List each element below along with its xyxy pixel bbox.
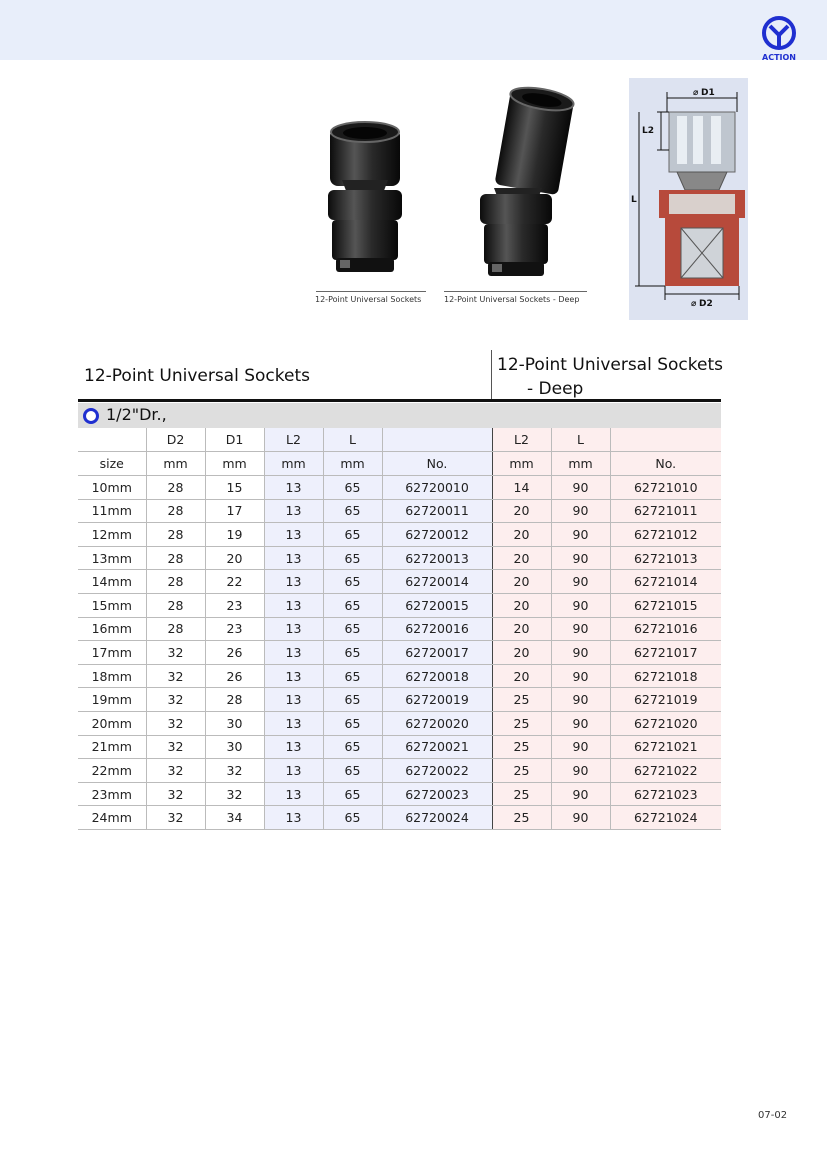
table-cell: 28 (146, 617, 205, 641)
table-row (78, 688, 721, 712)
table-cell: 16mm (78, 617, 146, 641)
table-cell: 20 (492, 546, 551, 570)
table-cell: 62720020 (382, 711, 492, 735)
svg-text:D1: D1 (701, 88, 715, 98)
table-cell: 62721024 (610, 806, 721, 830)
table-row (78, 499, 721, 523)
table-cell: 20 (492, 499, 551, 523)
table-row (78, 617, 721, 641)
table-cell: 62720014 (382, 570, 492, 594)
table-cell: 62720010 (382, 476, 492, 500)
table-cell: size (78, 452, 146, 476)
table-cell: 28 (146, 523, 205, 547)
table-cell: 65 (323, 546, 382, 570)
table-cell: 90 (551, 641, 610, 665)
table-cell: 62720024 (382, 806, 492, 830)
svg-text:ACTION: ACTION (762, 53, 796, 62)
table-cell: 28 (146, 476, 205, 500)
title-standard: 12-Point Universal Sockets (84, 366, 310, 386)
title-deep-line1: 12-Point Universal Sockets (497, 355, 723, 375)
table-row (78, 523, 721, 547)
table-row (78, 711, 721, 735)
table-cell: mm (146, 452, 205, 476)
table-cell: 32 (146, 711, 205, 735)
table-cell (610, 428, 721, 452)
table-cell: 13 (264, 711, 323, 735)
table-cell: mm (551, 452, 610, 476)
table-cell: 20 (492, 641, 551, 665)
table-cell: 11mm (78, 499, 146, 523)
table-cell: 13 (264, 593, 323, 617)
table-cell: 62720016 (382, 617, 492, 641)
title-deep-line2: - Deep (527, 379, 584, 399)
table-cell: 19mm (78, 688, 146, 712)
table-cell: 13 (264, 546, 323, 570)
table-cell: 13 (264, 664, 323, 688)
table-cell: 62721023 (610, 782, 721, 806)
table-cell: 90 (551, 476, 610, 500)
brand-logo (756, 14, 802, 62)
table-cell: mm (264, 452, 323, 476)
table-cell: No. (610, 452, 721, 476)
table-cell: 28 (146, 546, 205, 570)
table-cell: 65 (323, 782, 382, 806)
table-cell: 34 (205, 806, 264, 830)
table-cell: 62720012 (382, 523, 492, 547)
table-cell: 32 (146, 806, 205, 830)
table-cell: 25 (492, 782, 551, 806)
table-cell: 30 (205, 711, 264, 735)
table-cell: 13 (264, 499, 323, 523)
socket-deep-photo (472, 84, 576, 280)
svg-text:⌀: ⌀ (693, 88, 699, 98)
table-cell: L2 (492, 428, 551, 452)
table-cell: 21mm (78, 735, 146, 759)
table-cell: 13 (264, 782, 323, 806)
table-cell: 23 (205, 593, 264, 617)
table-cell: 90 (551, 499, 610, 523)
table-cell: 62720023 (382, 782, 492, 806)
table-cell: 32 (146, 641, 205, 665)
table-cell: 65 (323, 617, 382, 641)
table-cell: 90 (551, 523, 610, 547)
table-cell: mm (323, 452, 382, 476)
table-row (78, 782, 721, 806)
table-cell: 26 (205, 641, 264, 665)
table-cell: 65 (323, 688, 382, 712)
table-cell: 62721021 (610, 735, 721, 759)
table-cell: 13mm (78, 546, 146, 570)
bullet-icon (83, 408, 99, 424)
table-header-row (78, 452, 721, 476)
table-cell: 15mm (78, 593, 146, 617)
table-cell: 65 (323, 499, 382, 523)
table-cell: 22mm (78, 759, 146, 783)
table-cell (382, 428, 492, 452)
table-cell: 20 (205, 546, 264, 570)
table-cell: 65 (323, 711, 382, 735)
table-cell: mm (205, 452, 264, 476)
table-cell: 25 (492, 735, 551, 759)
table-cell: 32 (146, 782, 205, 806)
table-cell: 22 (205, 570, 264, 594)
table-cell: 20 (492, 523, 551, 547)
table-row (78, 735, 721, 759)
title-rule (78, 399, 721, 402)
table-cell: 13 (264, 617, 323, 641)
table-cell: D1 (205, 428, 264, 452)
table-cell: 62720011 (382, 499, 492, 523)
table-cell: 20 (492, 593, 551, 617)
caption-standard: 12-Point Universal Sockets (315, 295, 422, 304)
table-cell: 62721011 (610, 499, 721, 523)
spec-table (78, 428, 721, 830)
drive-size-band (78, 403, 721, 428)
dimension-diagram (629, 78, 748, 320)
socket-standard-photo (322, 120, 408, 280)
table-cell: D2 (146, 428, 205, 452)
table-cell: 65 (323, 570, 382, 594)
table-cell: 20 (492, 570, 551, 594)
table-cell: 62721012 (610, 523, 721, 547)
table-cell: 13 (264, 759, 323, 783)
table-cell: 65 (323, 664, 382, 688)
table-cell: 13 (264, 476, 323, 500)
table-cell: 62721019 (610, 688, 721, 712)
table-cell: 17 (205, 499, 264, 523)
table-cell: 62720013 (382, 546, 492, 570)
table-cell: L (551, 428, 610, 452)
table-cell: 25 (492, 806, 551, 830)
table-cell: 13 (264, 806, 323, 830)
table-cell: 65 (323, 593, 382, 617)
table-cell: 90 (551, 546, 610, 570)
table-cell: 90 (551, 735, 610, 759)
table-row (78, 641, 721, 665)
table-cell: 28 (205, 688, 264, 712)
table-cell: 17mm (78, 641, 146, 665)
table-cell: 90 (551, 688, 610, 712)
table-cell: 14mm (78, 570, 146, 594)
table-cell: 90 (551, 593, 610, 617)
table-cell: 62720015 (382, 593, 492, 617)
table-cell: 62720017 (382, 641, 492, 665)
table-cell: 90 (551, 711, 610, 735)
table-row (78, 593, 721, 617)
table-cell: 90 (551, 759, 610, 783)
table-cell: 13 (264, 688, 323, 712)
table-header-row (78, 428, 721, 452)
table-cell: 90 (551, 664, 610, 688)
table-cell: 65 (323, 476, 382, 500)
table-cell: 13 (264, 735, 323, 759)
table-cell: 62721013 (610, 546, 721, 570)
table-cell: 62720022 (382, 759, 492, 783)
table-cell: 25 (492, 688, 551, 712)
title-deep (497, 353, 723, 401)
table-cell: 65 (323, 735, 382, 759)
table-cell: 14 (492, 476, 551, 500)
table-cell: 13 (264, 523, 323, 547)
table-row (78, 476, 721, 500)
svg-text:L2: L2 (642, 126, 654, 136)
table-cell: 65 (323, 759, 382, 783)
table-cell: 28 (146, 570, 205, 594)
table-row (78, 806, 721, 830)
table-cell: 25 (492, 759, 551, 783)
table-cell: 62720021 (382, 735, 492, 759)
table-cell: 30 (205, 735, 264, 759)
table-row (78, 546, 721, 570)
table-cell: 28 (146, 499, 205, 523)
table-cell: 28 (146, 593, 205, 617)
svg-text:⌀: ⌀ (691, 299, 697, 309)
table-cell: 90 (551, 617, 610, 641)
table-cell: 32 (146, 735, 205, 759)
table-cell: L (323, 428, 382, 452)
svg-text:L: L (631, 195, 637, 205)
table-row (78, 664, 721, 688)
table-cell: 62721010 (610, 476, 721, 500)
table-cell: 25 (492, 711, 551, 735)
table-cell: 23 (205, 617, 264, 641)
table-cell: 32 (146, 664, 205, 688)
table-cell: 62721020 (610, 711, 721, 735)
table-cell: 62720018 (382, 664, 492, 688)
table-cell: 24mm (78, 806, 146, 830)
table-cell: 12mm (78, 523, 146, 547)
table-cell: 20 (492, 617, 551, 641)
table-cell: mm (492, 452, 551, 476)
table-row (78, 570, 721, 594)
table-cell: 90 (551, 806, 610, 830)
page-number: 07-02 (758, 1110, 788, 1121)
table-cell: 20 (492, 664, 551, 688)
header-band (0, 0, 827, 60)
table-cell: 32 (205, 759, 264, 783)
table-cell: 23mm (78, 782, 146, 806)
table-cell: 62721017 (610, 641, 721, 665)
table-cell: 65 (323, 806, 382, 830)
drive-size-label: 1/2"Dr., (106, 405, 167, 424)
table-cell: 10mm (78, 476, 146, 500)
svg-text:D2: D2 (699, 299, 713, 309)
title-divider (491, 350, 492, 400)
caption-deep: 12-Point Universal Sockets - Deep (444, 295, 580, 304)
table-cell: 62721022 (610, 759, 721, 783)
table-cell: 62721018 (610, 664, 721, 688)
table-cell: 20mm (78, 711, 146, 735)
table-cell: No. (382, 452, 492, 476)
table-cell: 90 (551, 782, 610, 806)
table-cell: 62721016 (610, 617, 721, 641)
table-cell: 26 (205, 664, 264, 688)
table-cell: 18mm (78, 664, 146, 688)
table-cell: L2 (264, 428, 323, 452)
table-cell (78, 428, 146, 452)
table-cell: 19 (205, 523, 264, 547)
table-cell: 13 (264, 570, 323, 594)
table-cell: 32 (146, 759, 205, 783)
table-cell: 65 (323, 641, 382, 665)
table-row (78, 759, 721, 783)
table-cell: 32 (146, 688, 205, 712)
table-cell: 13 (264, 641, 323, 665)
caption-line (316, 291, 426, 292)
caption-line (444, 291, 587, 292)
table-cell: 32 (205, 782, 264, 806)
table-cell: 15 (205, 476, 264, 500)
table-cell: 62721014 (610, 570, 721, 594)
table-cell: 62721015 (610, 593, 721, 617)
table-cell: 90 (551, 570, 610, 594)
table-cell: 65 (323, 523, 382, 547)
table-cell: 62720019 (382, 688, 492, 712)
